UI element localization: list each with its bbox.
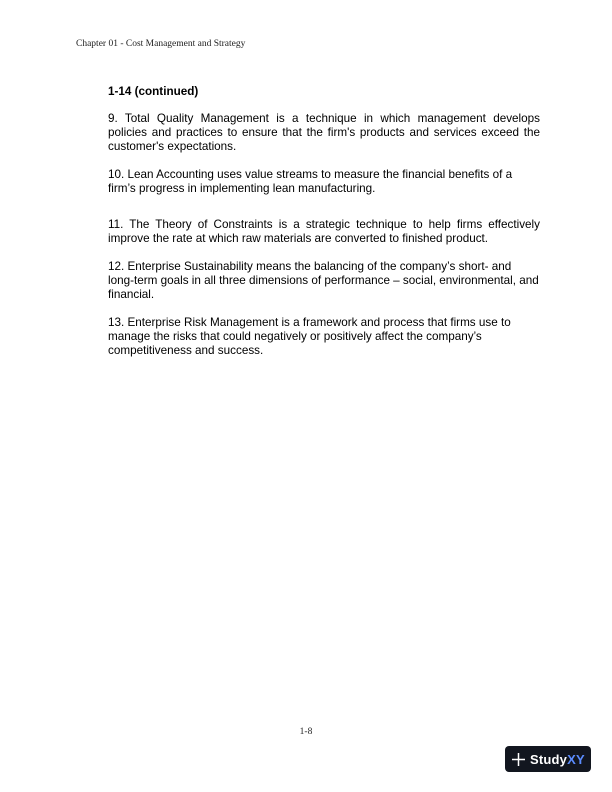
paragraph-lean-accounting: 10. Lean Accounting uses value streams to measure the financial benefits of a firm’s progress in implementing lean manufacturing. <box>108 168 513 195</box>
paragraph-total-quality-management: 9. Total Quality Management is a technique in which management develops policies and practices to ensure that the firm's products and services exceed the customer's expectations. <box>108 112 540 153</box>
page-number: 1-8 <box>299 727 313 737</box>
section-heading: 1-14 (continued) <box>108 85 199 98</box>
paragraph-theory-of-constraints: 11. The Theory of Constraints is a strategic technique to help firms effectively improve the rate at which raw materials are converted to finished product. <box>108 218 540 245</box>
running-header: Chapter 01 - Cost Management and Strategy <box>76 39 246 49</box>
studyxy-logo-badge[interactable] <box>505 746 591 772</box>
page-content <box>108 85 540 372</box>
brand-name-accent: XY <box>567 751 585 767</box>
brand-name <box>530 752 585 767</box>
brand-name-main: Study <box>530 751 568 767</box>
plus-icon <box>512 753 525 766</box>
paragraph-enterprise-risk-management: 13. Enterprise Risk Management is a framework and process that firms use to manage the risks that could negatively or positively affect the company’s competitiveness and success. <box>108 316 511 357</box>
paragraph-enterprise-sustainability: 12. Enterprise Sustainability means the balancing of the company’s short- and long-term goals in all three dimensions of performance – social, environmental, and financial. <box>108 260 539 301</box>
